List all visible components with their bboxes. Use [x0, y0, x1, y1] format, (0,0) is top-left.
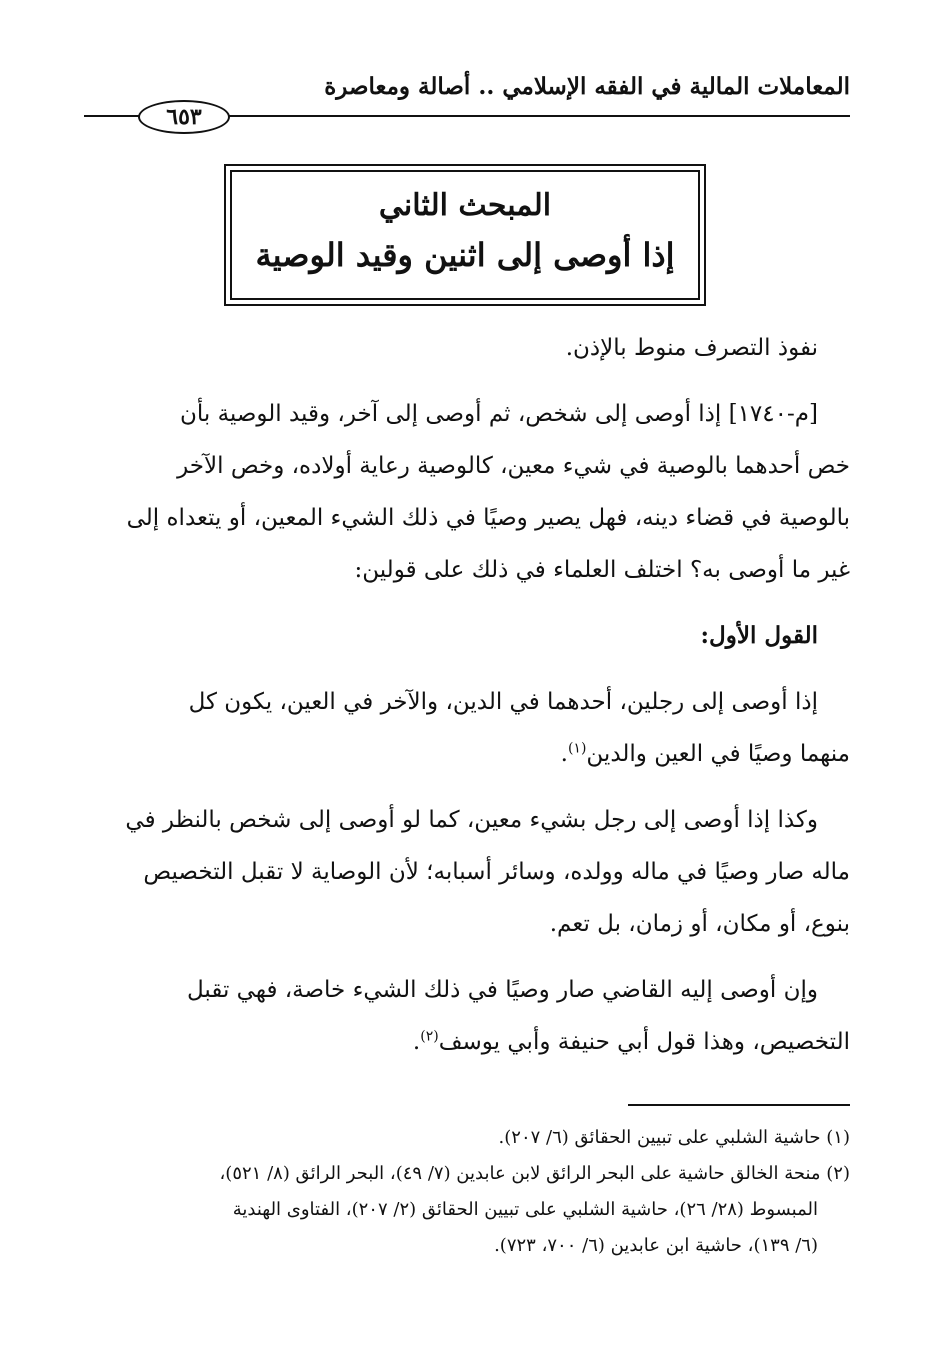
- paragraph-2-line-2: خص أحدهما بالوصية في شيء معين، كالوصية رعاية أولاده، وخص الآخر: [177, 453, 850, 479]
- footnote-1: (١) حاشية الشلبي على تبيين الحقائق (٦/ ٢٠٧).: [498, 1127, 850, 1148]
- page-number: ٦٥٣: [138, 100, 230, 134]
- paragraph-5-line-2-text: التخصيص، وهذا قول أبي حنيفة وأبي يوسف: [438, 1029, 850, 1055]
- paragraph-2: [84, 388, 850, 596]
- paragraph-3-end: .: [560, 741, 568, 767]
- footnote-separator: [628, 1104, 850, 1106]
- section-title-line2: إذا أوصى إلى اثنين وقيد الوصية: [255, 236, 675, 274]
- paragraph-5-end: .: [412, 1029, 421, 1055]
- paragraph-3-line-2: [84, 728, 850, 780]
- paragraph-4: [84, 794, 850, 950]
- paragraph-1: نفوذ التصرف منوط بالإذن.: [565, 335, 818, 361]
- paragraph-5-line-2: [84, 1016, 850, 1068]
- footnote-2-line-3: (٦/ ١٣٩)، حاشية ابن عابدين (٦/ ٧٠٠، ٧٢٣).: [494, 1235, 818, 1256]
- body-text: [84, 322, 850, 1068]
- paragraph-3-line-2-text: منهما وصيًا في العين والدين: [586, 741, 850, 767]
- paragraph-3-line-1: إذا أوصى إلى رجلين، أحدهما في الدين، والآخر في العين، يكون كل: [188, 689, 818, 715]
- section-title-box: [230, 170, 700, 300]
- footnote-2-line-2: المبسوط (٢٨/ ٢٦)، حاشية الشلبي على تبيين الحقائق (٢/ ٢٠٧)، الفتاوى الهندية: [232, 1199, 818, 1220]
- footnote-ref-2[interactable]: (٢): [420, 1028, 439, 1045]
- footnote-ref-1[interactable]: (١): [567, 740, 587, 757]
- footnote-2-line-1: (٢) منحة الخالق حاشية على البحر الرائق لابن عابدين (٧/ ٤٩)، البحر الرائق (٨/ ٥٢١)،: [219, 1163, 850, 1184]
- running-header-title: المعاملات المالية في الفقه الإسلامي .. أصالة ومعاصرة: [324, 73, 850, 100]
- paragraph-4-line-2: ماله صار وصيًا في ماله وولده، وسائر أسبابه؛ لأن الوصاية لا تقبل التخصيص: [143, 859, 850, 885]
- paragraph-3: [84, 676, 850, 780]
- paragraph-5: [84, 964, 850, 1068]
- paragraph-2-line-1: [م-١٧٤٠] إذا أوصى إلى شخص، ثم أوصى إلى آخر، وقيد الوصية بأن: [179, 401, 818, 427]
- section-title-line1: المبحث الثاني: [378, 188, 552, 223]
- paragraph-4-line-3: بنوع، أو مكان، أو زمان، بل تعم.: [549, 911, 850, 937]
- paragraph-4-line-1: وكذا إذا أوصى إلى رجل بشيء معين، كما لو أوصى إلى شخص بالنظر في: [125, 807, 818, 833]
- footnotes: [84, 1120, 850, 1264]
- first-opinion-heading: القول الأول:: [700, 622, 818, 649]
- paragraph-2-line-3: بالوصية في قضاء دينه، فهل يصير وصيًا في ذلك الشيء المعين، أو يتعداه إلى: [126, 505, 850, 531]
- paragraph-2-line-4: غير ما أوصى به؟ اختلف العلماء في ذلك على قولين:: [354, 557, 850, 583]
- paragraph-5-line-1: وإن أوصى إليه القاضي صار وصيًا في ذلك الشيء خاصة، فهي تقبل: [186, 977, 818, 1003]
